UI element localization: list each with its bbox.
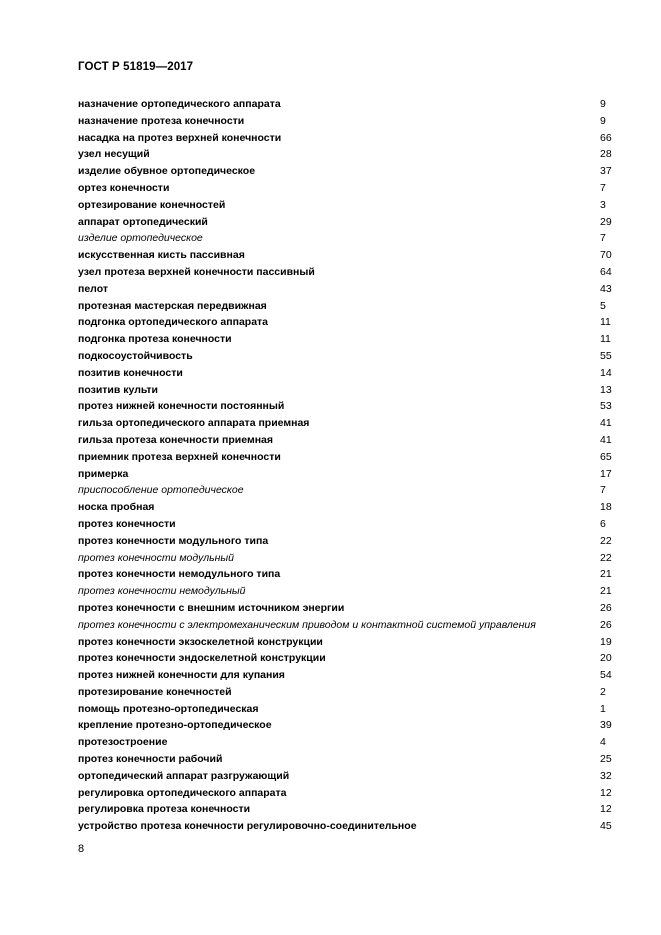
index-term: узел несущий [78, 148, 150, 161]
index-entry [78, 650, 618, 667]
index-page-ref: 28 [600, 148, 612, 161]
index-term: регулировка ортопедического аппарата [78, 786, 287, 799]
index-entry [78, 684, 618, 701]
index-page-ref: 64 [600, 265, 612, 278]
index-entry [78, 667, 618, 684]
index-term: ортопедический аппарат разгружающий [78, 769, 290, 782]
index-term: гильза ортопедического аппарата приемная [78, 417, 310, 430]
index-term: протез нижней конечности для купания [78, 669, 285, 682]
index-term: приспособление ортопедическое [78, 484, 244, 497]
index-page-ref: 9 [600, 114, 606, 127]
index-entry [78, 96, 618, 113]
index-entry [78, 230, 618, 247]
index-term: помощь протезно-ортопедическая [78, 702, 259, 715]
index-entry [78, 197, 618, 214]
index-entry [78, 751, 618, 768]
index-term: насадка на протез верхней конечности [78, 131, 282, 144]
index-entry [78, 348, 618, 365]
index-term: протез конечности эндоскелетной конструкции [78, 652, 326, 665]
index-entry [78, 634, 618, 651]
index-entry [78, 214, 618, 231]
index-term: протез конечности модульного типа [78, 534, 269, 547]
index-term: протезирование конечностей [78, 685, 232, 698]
index-page-ref: 9 [600, 98, 606, 110]
index-page-ref: 4 [600, 736, 606, 749]
index-entry [78, 583, 618, 600]
index-term: протез конечности экзоскелетной конструкции [78, 635, 323, 648]
index-entry [78, 146, 618, 163]
index-entry [78, 163, 618, 180]
index-page-ref: 14 [600, 366, 612, 379]
index-entry [78, 314, 618, 331]
index-entry [78, 533, 618, 550]
index-page-ref: 11 [600, 333, 611, 346]
index-entry [78, 516, 618, 533]
index-term: назначение ортопедического аппарата [78, 98, 281, 110]
index-entry [78, 785, 618, 802]
index-page-ref: 41 [600, 433, 612, 446]
index-page-ref: 22 [600, 534, 612, 547]
index-page-ref: 70 [600, 249, 612, 262]
index-entry [78, 298, 618, 315]
index-term: подгонка протеза конечности [78, 333, 232, 346]
index-page-ref: 2 [600, 685, 606, 698]
index-entry [78, 701, 618, 718]
index-page-ref: 12 [600, 803, 612, 816]
index-term: протез конечности рабочий [78, 753, 223, 766]
index-page-ref: 12 [600, 786, 612, 799]
index-entry [78, 801, 618, 818]
index-term: изделие обувное ортопедическое [78, 165, 256, 178]
index-page-ref: 25 [600, 753, 612, 766]
index-term: назначение протеза конечности [78, 114, 245, 127]
index-page-ref: 53 [600, 400, 612, 413]
index-term: узел протеза верхней конечности пассивный [78, 265, 315, 278]
index-page-ref: 41 [600, 417, 612, 430]
index-page-ref: 26 [600, 618, 612, 631]
index-page-ref: 65 [600, 450, 612, 463]
index-page-ref: 66 [600, 131, 612, 144]
index-term: позитив конечности [78, 366, 183, 379]
index-term: изделие ортопедическое [78, 232, 203, 245]
index-page-ref: 39 [600, 719, 612, 732]
index-entry [78, 432, 618, 449]
index-entry [78, 449, 618, 466]
index-term: подгонка ортопедического аппарата [78, 316, 269, 329]
index-entry [78, 130, 618, 147]
index-entry [78, 818, 618, 835]
index-entry [78, 331, 618, 348]
index-entry [78, 415, 618, 432]
index-term: протез конечности немодульный [78, 585, 246, 598]
index-page-ref: 21 [600, 568, 612, 581]
index-page-ref: 13 [600, 383, 612, 396]
index-page-ref: 55 [600, 349, 612, 362]
index-entry [78, 617, 618, 634]
index-entry [78, 499, 618, 516]
index-page-ref: 7 [600, 484, 606, 497]
index-page-ref: 7 [600, 181, 606, 194]
index-entry [78, 180, 618, 197]
index-page-ref: 7 [600, 232, 606, 245]
index-entry [78, 717, 618, 734]
index-entry [78, 734, 618, 751]
index-term: регулировка протеза конечности [78, 803, 251, 816]
index-term: протез конечности с электромеханическим приводом и контактной системой управления [78, 618, 536, 631]
index-entry [78, 113, 618, 130]
index-term: протез нижней конечности постоянный [78, 400, 285, 413]
index-term: гильза протеза конечности приемная [78, 433, 274, 446]
index-term: искусственная кисть пассивная [78, 249, 245, 262]
index-page-ref: 3 [600, 198, 606, 211]
index-page-ref: 32 [600, 769, 612, 782]
index-entry [78, 365, 618, 382]
index-page-ref: 26 [600, 601, 612, 614]
index-term: пелот [78, 282, 109, 295]
index-term: примерка [78, 467, 129, 480]
index-term: позитив культи [78, 383, 159, 396]
index-page-ref: 5 [600, 299, 606, 312]
index-entry [78, 600, 618, 617]
index-page-ref: 45 [600, 820, 612, 833]
index-entry [78, 264, 618, 281]
term-index-list [78, 96, 618, 835]
index-term: протезная мастерская передвижная [78, 299, 267, 312]
index-entry [78, 382, 618, 399]
index-entry [78, 482, 618, 499]
index-page-ref: 6 [600, 517, 606, 530]
index-term: ортез конечности [78, 181, 170, 194]
index-page-ref: 37 [600, 165, 612, 178]
index-term: протез конечности немодульного типа [78, 568, 281, 581]
index-page-ref: 18 [600, 501, 612, 514]
index-term: крепление протезно-ортопедическое [78, 719, 272, 732]
index-entry [78, 247, 618, 264]
index-entry [78, 768, 618, 785]
index-term: приемник протеза верхней конечности [78, 450, 281, 463]
index-page-ref: 43 [600, 282, 612, 295]
index-page-ref: 1 [600, 702, 606, 715]
index-term: протез конечности модульный [78, 551, 234, 564]
index-page-ref: 21 [600, 585, 612, 598]
index-page-ref: 22 [600, 551, 612, 564]
index-term: протезостроение [78, 736, 168, 749]
index-entry [78, 566, 618, 583]
index-term: ортезирование конечностей [78, 198, 226, 211]
page-number: 8 [78, 843, 85, 855]
index-page-ref: 54 [600, 669, 612, 682]
index-page-ref: 19 [600, 635, 612, 648]
index-entry [78, 466, 618, 483]
index-term: подкосоустойчивость [78, 349, 193, 362]
index-term: протез конечности [78, 517, 176, 530]
index-entry [78, 398, 618, 415]
document-header: ГОСТ Р 51819—2017 [78, 61, 194, 73]
index-term: протез конечности с внешним источником энергии [78, 601, 345, 614]
index-page-ref: 11 [600, 316, 611, 329]
index-page-ref: 20 [600, 652, 612, 665]
index-entry [78, 281, 618, 298]
index-term: устройство протеза конечности регулировочно-соединительное [78, 820, 417, 833]
index-page-ref: 29 [600, 215, 612, 228]
index-term: аппарат ортопедический [78, 215, 208, 228]
index-page-ref: 17 [600, 467, 612, 480]
index-entry [78, 550, 618, 567]
index-term: носка пробная [78, 501, 155, 514]
